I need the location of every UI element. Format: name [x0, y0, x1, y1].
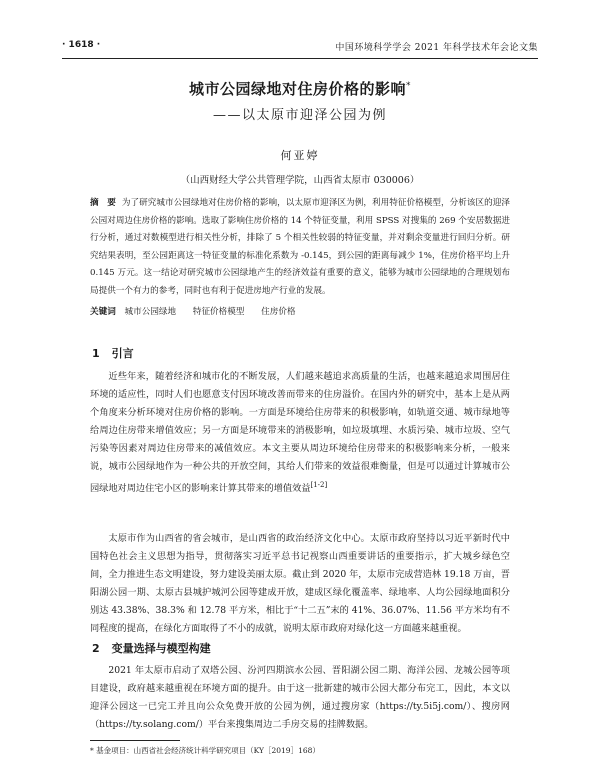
- footnote-rule: [90, 740, 180, 741]
- page-number: · 1618 ·: [62, 40, 101, 50]
- paragraph-text: 近些年来，随着经济和城市化的不断发展，人们越来越追求高质量的生活，也越来越追求周围居住环境的适应性，同时人们也愿意支付因环境改善而带来的住房溢价。在国内外的研究中，基本上是从两个角度来分析环境对住房价格的影响。一方面是环境给住房带来的积极影响，如轨道交通、城市绿地等给周边住房带来增值效应；另一方面是环境带来的消极影响，如垃圾填埋、水质污染、城市垃圾、空气污染等因素对周边住房带来的减值效应。本文主要从周边环境给住房带来的积极影响来分析，一般来说，城市公园绿地作为一种公共的开放空间，其给人们带来的效益很难衡量，但是可以通过计算城市公园绿地对周边住宅小区的影响来计算其带来的增值效益: [90, 371, 510, 495]
- running-head: [62, 40, 538, 56]
- section-heading-introduction: [92, 345, 134, 361]
- funding-footnote: * 基金项目：山西省社会经济统计科学研究项目（KY［2019］168）: [90, 746, 320, 755]
- keyword-item: 城市公园绿地: [124, 307, 177, 317]
- body-paragraph: [90, 662, 510, 734]
- author-affiliation: （山西财经大学公共管理学院，山西省太原市 030006）: [180, 175, 420, 186]
- body-paragraph: [90, 530, 510, 638]
- header-rule: [62, 58, 538, 59]
- citation-ref: [1-2]: [310, 481, 328, 489]
- abstract-text: 为了研究城市公园绿地对住房价格的影响，以太原市迎泽区为例，利用特征价格模型，分析该区的迎泽公园对周边住房价格的影响。选取了影响住房价格的 14 个特征变量，利用 SPSS 对搜集的 269 个安居数据进行分析，通过对数模型进行相关性分析，排除了 5 个相关性较弱的特征变量，并对剩余变量进行回归分析。研究结果表明，至公园距离这一特征变量的标准化系数为 -0.145，到公园的距离每减少 1%，住房价格平均上升 0.145 万元。这一结论对研究城市公园绿地产生的经济效益有重要的意义，能够为城市公园绿地的合理规划布局提供一个有力的参考，同时也有利于促进房地产行业的发展。: [90, 198, 510, 296]
- paper-subtitle: ——以太原市迎泽公园为例: [212, 108, 387, 123]
- keywords-label: 关键词: [90, 307, 116, 317]
- section-title: 引言: [111, 347, 134, 360]
- body-paragraph: [90, 368, 510, 498]
- section-title: 变量选择与模型构建: [111, 642, 211, 655]
- abstract-label: 摘 要: [90, 198, 116, 208]
- section-heading-variables-model: [92, 640, 211, 656]
- title-block: [62, 78, 538, 186]
- journal-name: 中国环境科学学会 2021 年科学技术年会论文集: [335, 43, 538, 53]
- abstract: [90, 195, 510, 301]
- keyword-item: 住房价格: [261, 307, 296, 317]
- paper-title: [62, 78, 538, 99]
- section-number: 1: [92, 347, 100, 360]
- keywords: [90, 305, 510, 317]
- title-text: 城市公园绿地对住房价格的影响: [188, 80, 406, 98]
- paragraph-text: 2021 年太原市启动了双塔公园、汾河四期滨水公园、晋阳湖公园二期、海洋公园、龙城公园等项目建设，政府越来越重视在环境方面的提升。由于这一批新建的城市公园大都分布完工，因此，本文以迎泽公园这一已完工并且向公众免费开放的公园为例，通过搜房家（https://ty.5i5j.com/）、搜房网（https://ty.solang.com/）平台来搜集周边二手房交易的挂牌数据。: [90, 665, 510, 730]
- title-footnote-marker: *: [406, 81, 411, 91]
- paragraph-text: 太原市作为山西省的省会城市，是山西省的政治经济文化中心。太原市政府坚持以习近平新时代中国特色社会主义思想为指导，贯彻落实习近平总书记视察山西重要讲话的重要指示，扩大城乡绿色空间，全力推进生态文明建设，努力建设美丽太原。截止到 2020 年，太原市完成营造林 19.18 万亩，晋阳湖公园一期、太原古县城护城河公园等建成开放，建成区绿化覆盖率、绿地率、人均公园绿地面积分别达 43.38%、38.3% 和 12.78 平方米，相比于“十二五”末的 41%、36.07%、11.56 平方米均有不同程度的提高，在绿化方面取得了不小的成就，说明太原市政府对绿化这一方面越来越重视。: [90, 533, 510, 634]
- keyword-item: 特征价格模型: [192, 307, 245, 317]
- author-name: 何亚婷: [280, 149, 320, 162]
- section-number: 2: [92, 642, 100, 655]
